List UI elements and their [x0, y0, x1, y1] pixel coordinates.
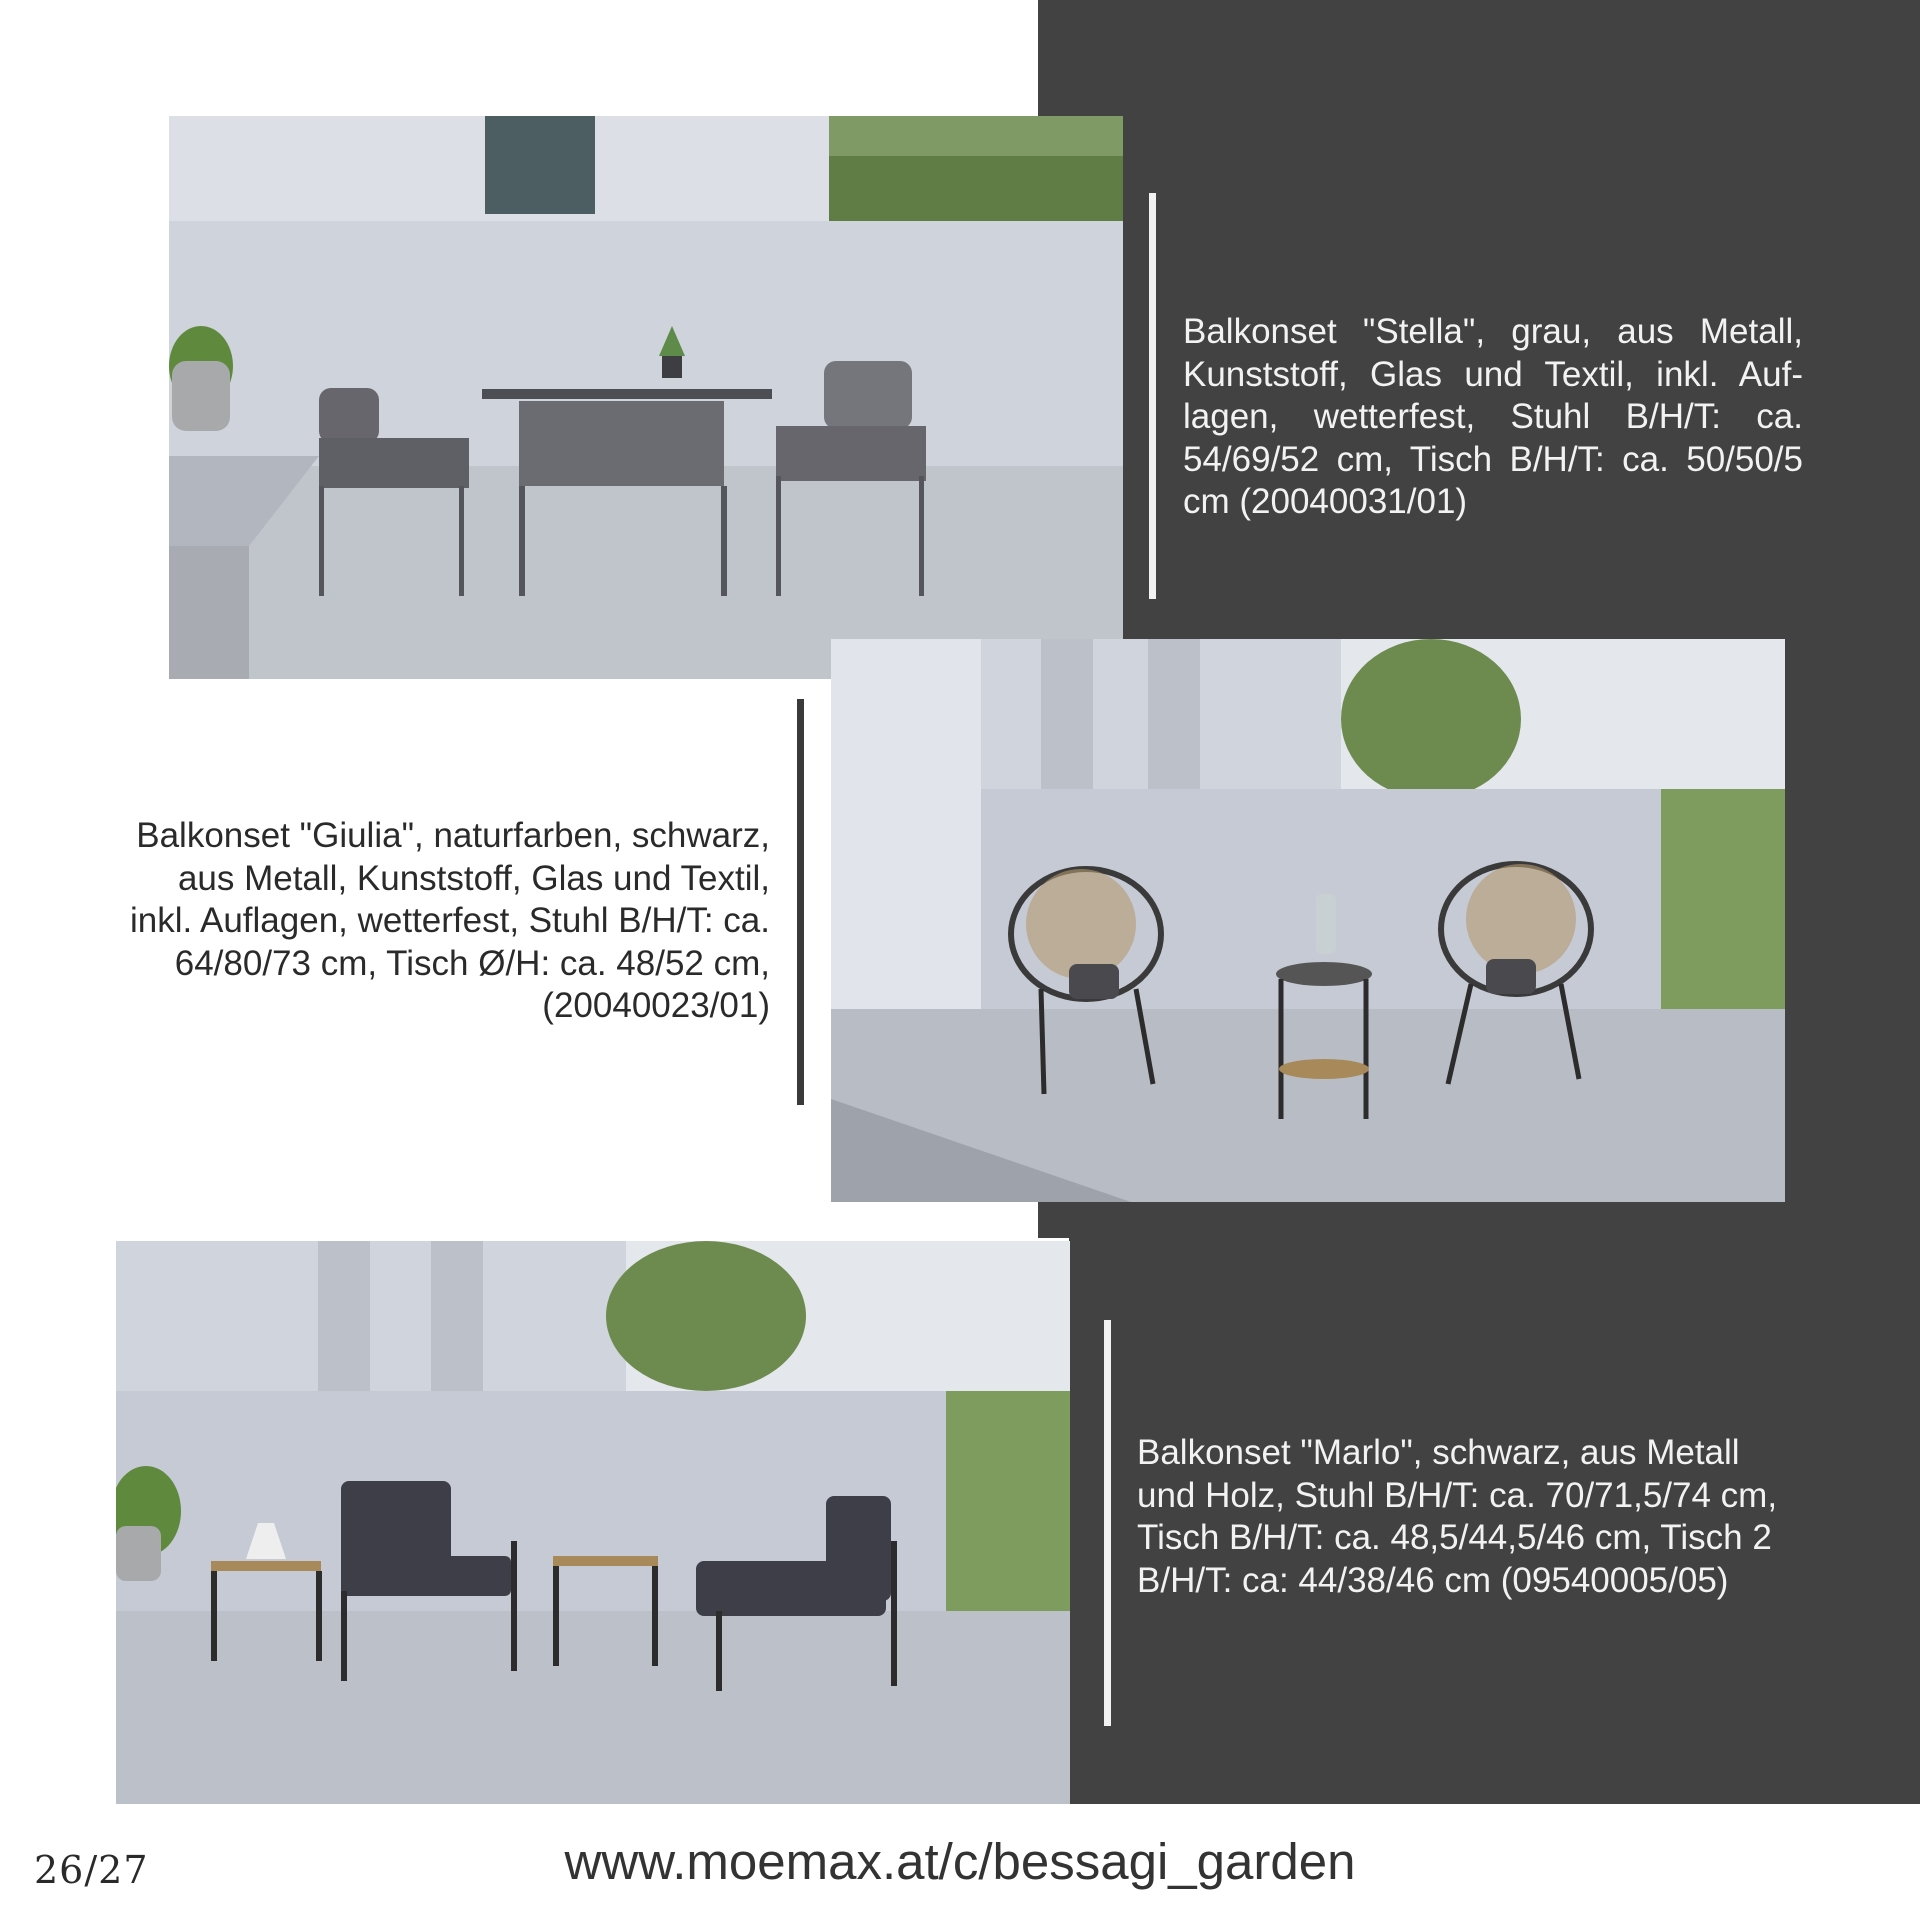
divider-line-giulia: [797, 699, 804, 1105]
product-photo-marlo: [116, 1241, 1070, 1804]
product-description-giulia: Balkonset "Giulia", naturfarben, schwarz, aus Metall, Kunststoff, Glas und Textil, inkl. Auflagen, wetterfest, Stuhl B/H/T: ca. 64/80/73 cm, Tisch Ø/H: ca. 48/52 cm, (20040023/01): [129, 816, 770, 1025]
product-description-marlo: Balkonset "Marlo", schwarz, aus Metall und Holz, Stuhl B/H/T: ca. 70/71,5/74 cm, Tisch B/H/T: ca. 48,5/44,5/46 cm, Tisch 2 B/H/T: ca: 44/38/46 cm (09540005/05): [1137, 1433, 1778, 1600]
product-photo-giulia: [831, 639, 1785, 1202]
divider-line-stella: [1149, 193, 1156, 599]
website-url[interactable]: www.moemax.at/c/bessagi_garden: [564, 1833, 1356, 1890]
page-number: 26/27: [34, 1848, 149, 1892]
product-description-stella: Balkonset "Stella", grau, aus Metall, Kunststoff, Glas und Textil, inkl. Auflagen, wetterfest, Stuhl B/H/T: ca. 54/69/52 cm, Tisch B/H/T: ca. 50/50/5 cm (20040031/01): [1183, 312, 1803, 521]
product-photo-stella: [169, 116, 1123, 679]
divider-line-marlo: [1104, 1320, 1111, 1726]
